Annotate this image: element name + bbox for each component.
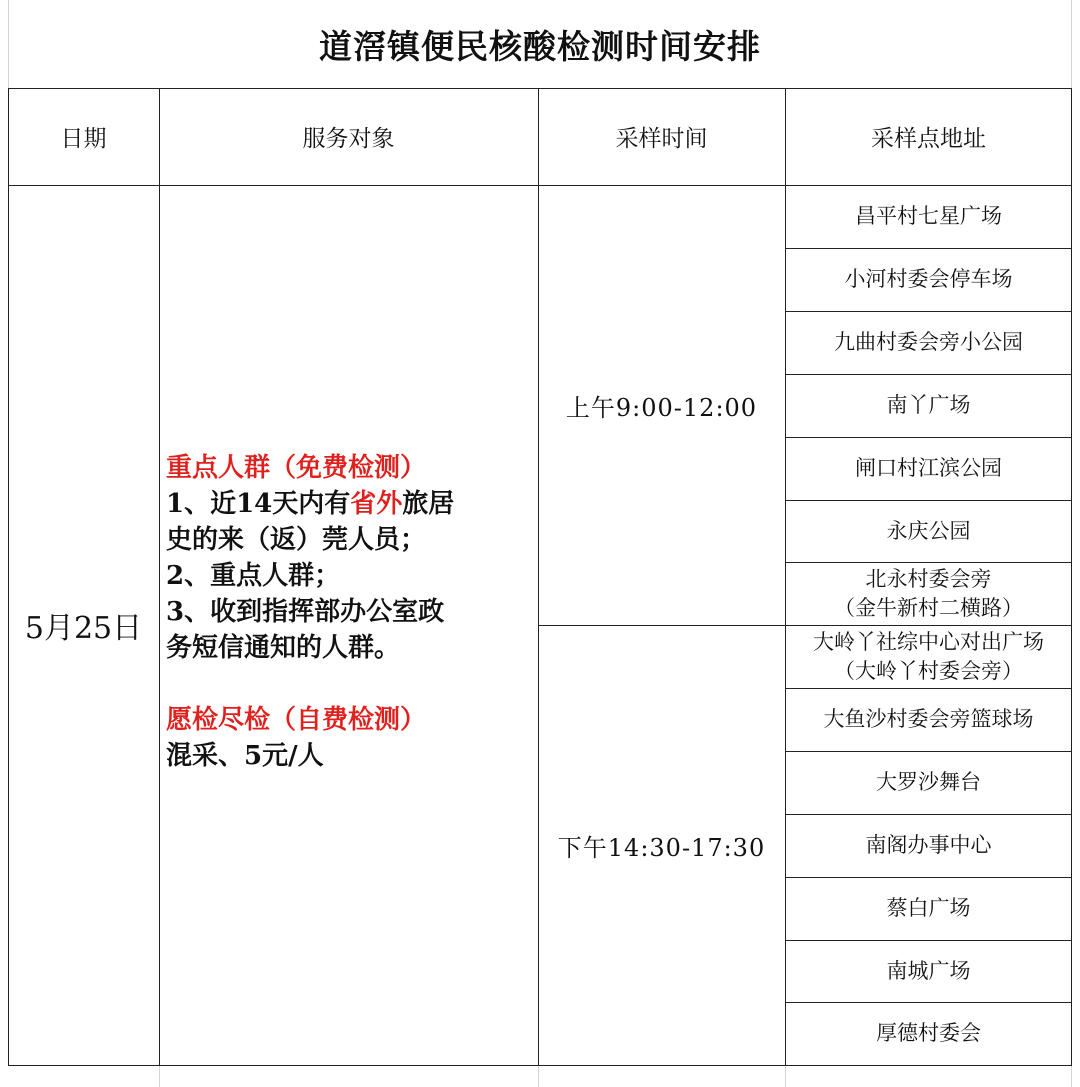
service-item-3: 3、收到指挥部办公室政 [166, 597, 445, 627]
site-cell: 南城广场 [886, 958, 971, 983]
site-cell: 大罗沙舞台 [876, 770, 981, 794]
service-item-2: 2、重点人群； [166, 561, 341, 591]
site-cell: 大鱼沙村委会旁篮球场 [823, 707, 1034, 731]
self-pay-detail: 混采、5元/人 [166, 741, 324, 771]
service-item-1: 1、近14天内有省外旅居 [166, 489, 455, 519]
site-cell: 昌平村七星广场 [855, 204, 1002, 228]
grid-line [785, 1066, 786, 1087]
header-time: 采样时间 [615, 126, 708, 152]
morning-time-slot: 上午9:00-12:00 [565, 393, 758, 422]
grid-line [8, 1065, 1072, 1066]
header-date: 日期 [60, 126, 107, 152]
service-item-3-cont: 务短信通知的人群。 [166, 633, 401, 663]
page-title: 道滘镇便民核酸检测时间安排 [319, 26, 761, 66]
service-item-1-cont: 史的来（返）莞人员； [166, 525, 427, 555]
grid-line [538, 1066, 539, 1087]
header-address: 采样点地址 [871, 126, 986, 152]
grid-line [1071, 1066, 1072, 1087]
grid-line [159, 1066, 160, 1087]
highlight-out-of-province: 省外 [350, 489, 403, 519]
header-service: 服务对象 [302, 126, 395, 152]
free-testing-title: 重点人群（免费检测） [166, 453, 427, 483]
site-cell: 大岭丫社综中心对出广场 （大岭丫村委会旁） [813, 629, 1044, 683]
site-cell: 南丫广场 [886, 393, 971, 417]
site-cell: 九曲村委会旁小公园 [834, 330, 1023, 354]
site-cell: 蔡白广场 [886, 896, 971, 920]
site-cell: 小河村委会停车场 [844, 267, 1013, 291]
service-description [166, 450, 538, 774]
site-cell: 闸口村江滨公园 [855, 456, 1002, 480]
site-cell: 永庆公园 [886, 518, 971, 543]
self-pay-testing-title: 愿检尽检（自费检测） [166, 705, 427, 735]
site-cell: 厚德村委会 [876, 1021, 981, 1045]
afternoon-time-slot: 下午14:30-17:30 [557, 833, 766, 862]
site-cell: 南阁办事中心 [865, 833, 992, 857]
date-cell: 5月25日 [24, 611, 143, 646]
spacer [166, 666, 538, 702]
grid-line [159, 88, 160, 1066]
site-cell: 北永村委会旁 （金牛新村二横路） [834, 566, 1023, 620]
